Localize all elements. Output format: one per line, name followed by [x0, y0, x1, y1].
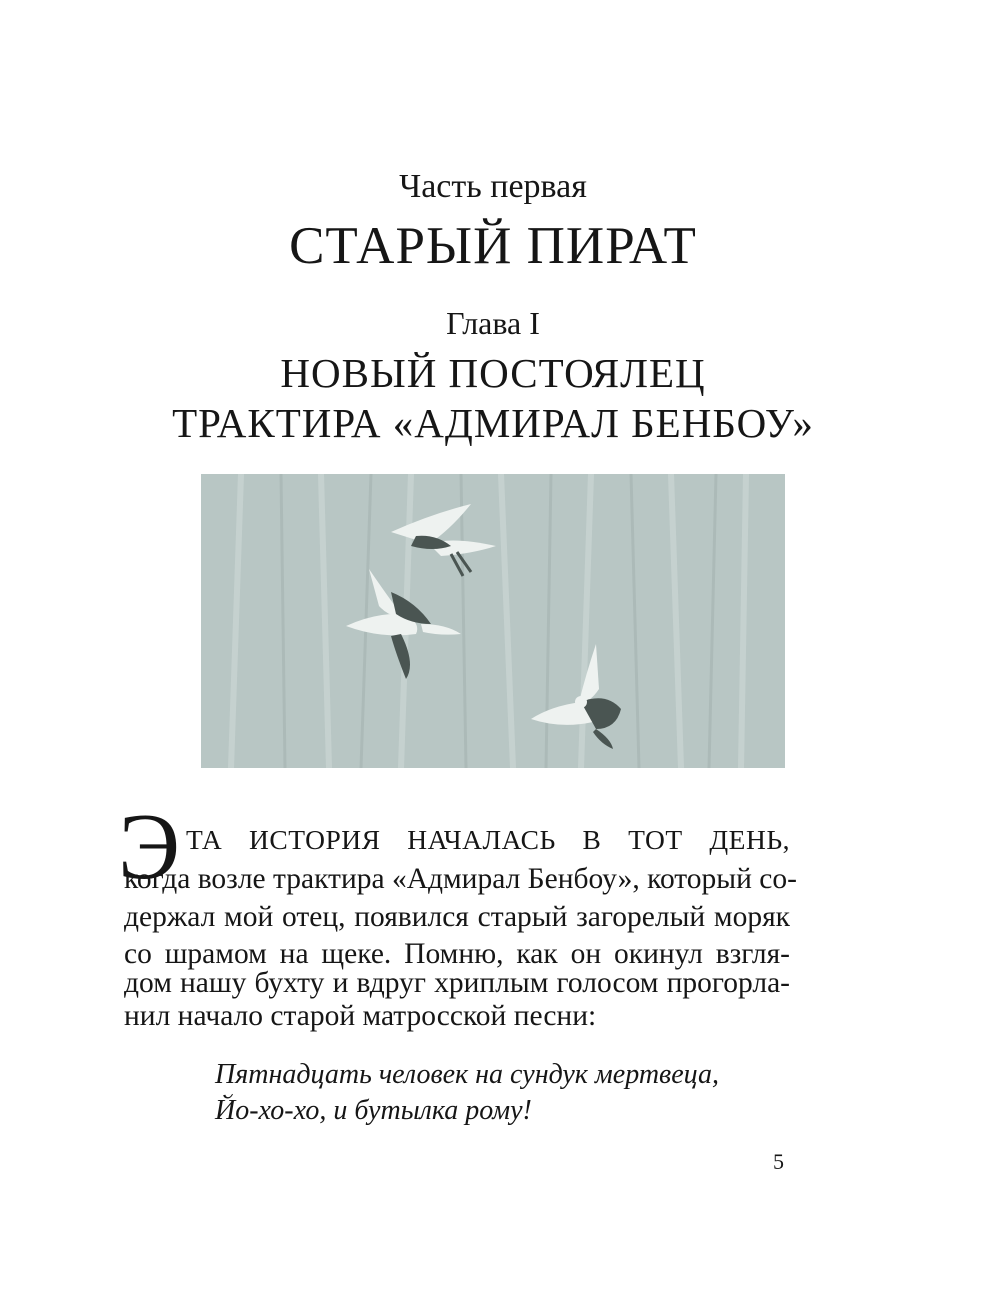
body-line-1: ТА ИСТОРИЯ НАЧАЛАСЬ В ТОТ ДЕНЬ,	[186, 824, 790, 855]
body-line-6: нил начало старой матросской песни:	[124, 1000, 597, 1032]
chapter-title-line-1: НОВЫЙ ПОСТОЯЛЕЦ	[280, 350, 706, 396]
part-title: СТАРЫЙ ПИРАТ	[289, 217, 697, 275]
body-line-4: со шрамом на щеке. Помню, как он окинул взгля-	[124, 938, 790, 970]
body-line-3: держал мой отец, появился старый загорелый моряк	[124, 901, 790, 933]
illustration-background	[201, 474, 785, 768]
drop-cap: Э	[118, 795, 181, 899]
chapter-title	[0, 348, 986, 448]
chapter-title-line-2: ТРАКТИРА «АДМИРАЛ БЕНБОУ»	[172, 400, 814, 446]
seagulls-icon	[201, 474, 785, 768]
page-number: 5	[773, 1149, 784, 1174]
body-line-5: дом нашу бухту и вдруг хриплым голосом прогорла-	[124, 967, 790, 999]
part-label: Часть первая	[399, 168, 587, 205]
song-line-2: Йо-хо-хо, и бутылка рому!	[215, 1095, 532, 1126]
seagulls-illustration	[201, 474, 785, 768]
body-line-2: когда возле трактира «Адмирал Бенбоу», который со-	[124, 863, 797, 895]
chapter-label: Глава I	[446, 305, 540, 341]
song-line-1: Пятнадцать человек на сундук мертвеца,	[215, 1059, 719, 1090]
